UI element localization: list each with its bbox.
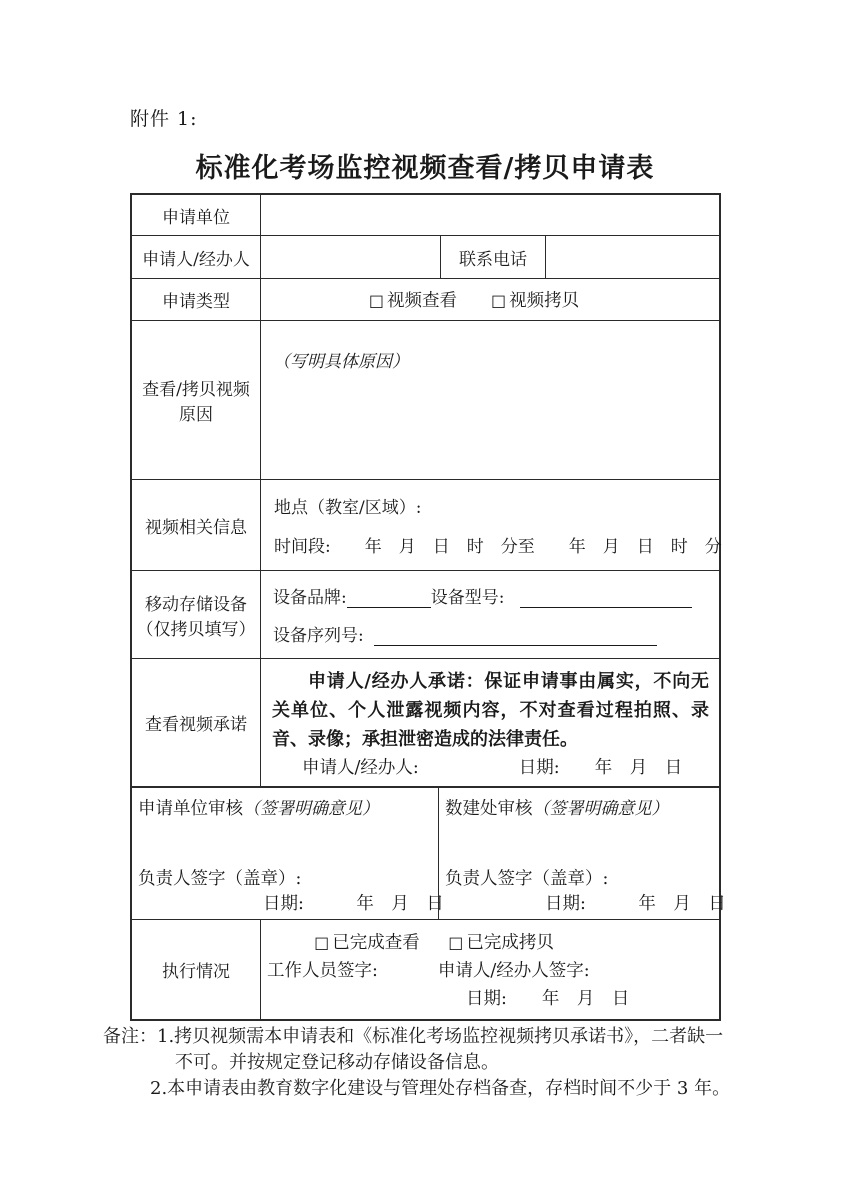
unit-review-sign-label[interactable]: 负责人签字（盖章）: [138, 869, 302, 889]
execution-status-line [261, 929, 719, 954]
table-row [132, 786, 726, 919]
checkbox-icon: □ [368, 291, 384, 310]
reason-value-cell[interactable] [260, 321, 719, 479]
commitment-value-cell [260, 659, 719, 786]
checkbox-icon: □ [314, 933, 330, 952]
dept-review-date-line[interactable]: 日期: 年 月 日 [545, 894, 726, 914]
video-info-label: 视频相关信息 [145, 517, 247, 538]
unit-review-title [138, 794, 432, 820]
table-row [132, 570, 719, 658]
unit-review-cell [132, 788, 444, 919]
device-brand-blank[interactable] [347, 589, 431, 608]
dept-review-sign-label[interactable]: 负责人签字（盖章）: [445, 869, 609, 889]
dept-review-title [445, 794, 713, 820]
storage-line2 [273, 621, 711, 646]
table-row [132, 479, 722, 570]
dept-review-title-text: 数建处审核 [445, 799, 533, 819]
checkbox-label: 已完成拷贝 [466, 933, 554, 953]
execution-label: 执行情况 [162, 962, 230, 982]
contact-phone-value-cell[interactable] [545, 236, 719, 278]
time-range-line: 时间段: 年 月 日 时 分至 年 月 日 时 分 [274, 536, 722, 557]
dept-review-cell [438, 788, 726, 919]
note-line-3: 2.本申请表由教育数字化建设与管理处存档备查，存档时间不少于 3 年。 [150, 1078, 731, 1099]
checkbox-icon: □ [448, 933, 464, 952]
applicant-name-label: 申请人/经办人 [142, 249, 250, 270]
form-notes [103, 1024, 753, 1102]
note-line-1: 备注：1.拷贝视频需本申请表和《标准化考场监控视频拷贝承诺书》，二者缺一 [103, 1026, 724, 1047]
device-model-label: 设备型号: [430, 588, 505, 609]
commitment-date-line[interactable]: 日期: 年 月 日 [518, 758, 683, 778]
commitment-label: 查看视频承诺 [145, 715, 247, 735]
storage-device-label [132, 571, 260, 658]
location-line: 地点（教室/区域）: [274, 498, 422, 519]
commitment-sign-label[interactable]: 申请人/经办人: [302, 758, 419, 778]
commitment-sign-line [272, 754, 709, 779]
apply-type-label: 申请类型 [162, 292, 230, 312]
table-row [132, 278, 719, 320]
reason-label [132, 321, 260, 479]
execution-value-cell [260, 920, 719, 1019]
device-brand-label: 设备品牌: [273, 588, 347, 609]
unit-review-date-line[interactable]: 日期: 年 月 日 [263, 894, 444, 914]
reason-label-line2: 原因 [179, 405, 213, 425]
page-title: 标准化考场监控视频查看/拷贝申请表 [195, 153, 655, 184]
checkbox-label: 视频查看 [387, 291, 457, 311]
table-row [132, 320, 719, 479]
commitment-statement: 申请人/经办人承诺：保证申请事由属实，不向无关单位、个人泄露视频内容，不对查看过程拍照、录音、录像；承担泄密造成的法律责任。 [272, 671, 709, 750]
checkbox-label: 已完成查看 [332, 933, 420, 953]
checkbox-option-copy-done[interactable] [448, 933, 554, 953]
note-line-2: 不可。并按规定登记移动存储设备信息。 [175, 1052, 499, 1073]
device-serial-label: 设备序列号: [273, 625, 364, 646]
reason-label-line1: 查看/拷贝视频 [142, 380, 250, 400]
contact-phone-label: 联系电话 [440, 236, 545, 278]
applicant-sign-label[interactable]: 申请人/经办人签字: [437, 961, 590, 981]
checkbox-icon: □ [491, 291, 507, 310]
applicant-unit-value-cell[interactable] [260, 195, 719, 235]
apply-type-options-cell [260, 279, 719, 320]
checkbox-option-view-done[interactable] [314, 933, 420, 953]
applicant-unit-label: 申请单位 [162, 207, 230, 228]
checkbox-option-video-view[interactable] [369, 287, 457, 312]
table-row [132, 195, 719, 235]
applicant-name-value-cell[interactable] [260, 236, 440, 278]
storage-label-line2: （仅拷贝填写） [136, 619, 256, 640]
storage-label-line1: 移动存储设备 [145, 594, 247, 615]
application-form-table [130, 193, 726, 1021]
dept-review-hint: （签署明确意见） [532, 799, 669, 819]
storage-device-value-cell [260, 571, 719, 658]
device-model-blank[interactable] [520, 589, 692, 608]
attachment-label: 附件 1: [130, 108, 198, 130]
unit-review-title-text: 申请单位审核 [138, 799, 243, 819]
execution-sign-line [261, 957, 719, 982]
checkbox-label: 视频拷贝 [509, 291, 580, 311]
table-row [132, 235, 719, 278]
reason-hint: （写明具体原因） [273, 352, 409, 372]
checkbox-option-video-copy[interactable] [491, 287, 579, 312]
staff-sign-label[interactable]: 工作人员签字: [267, 961, 378, 981]
video-info-value-cell[interactable] [260, 480, 722, 570]
table-row [132, 658, 719, 786]
execution-date-line[interactable]: 日期: 年 月 日 [466, 989, 630, 1009]
device-serial-blank[interactable] [374, 627, 657, 646]
table-row [132, 919, 719, 1019]
unit-review-hint: （签署明确意见） [243, 799, 379, 819]
storage-line1 [273, 583, 711, 608]
